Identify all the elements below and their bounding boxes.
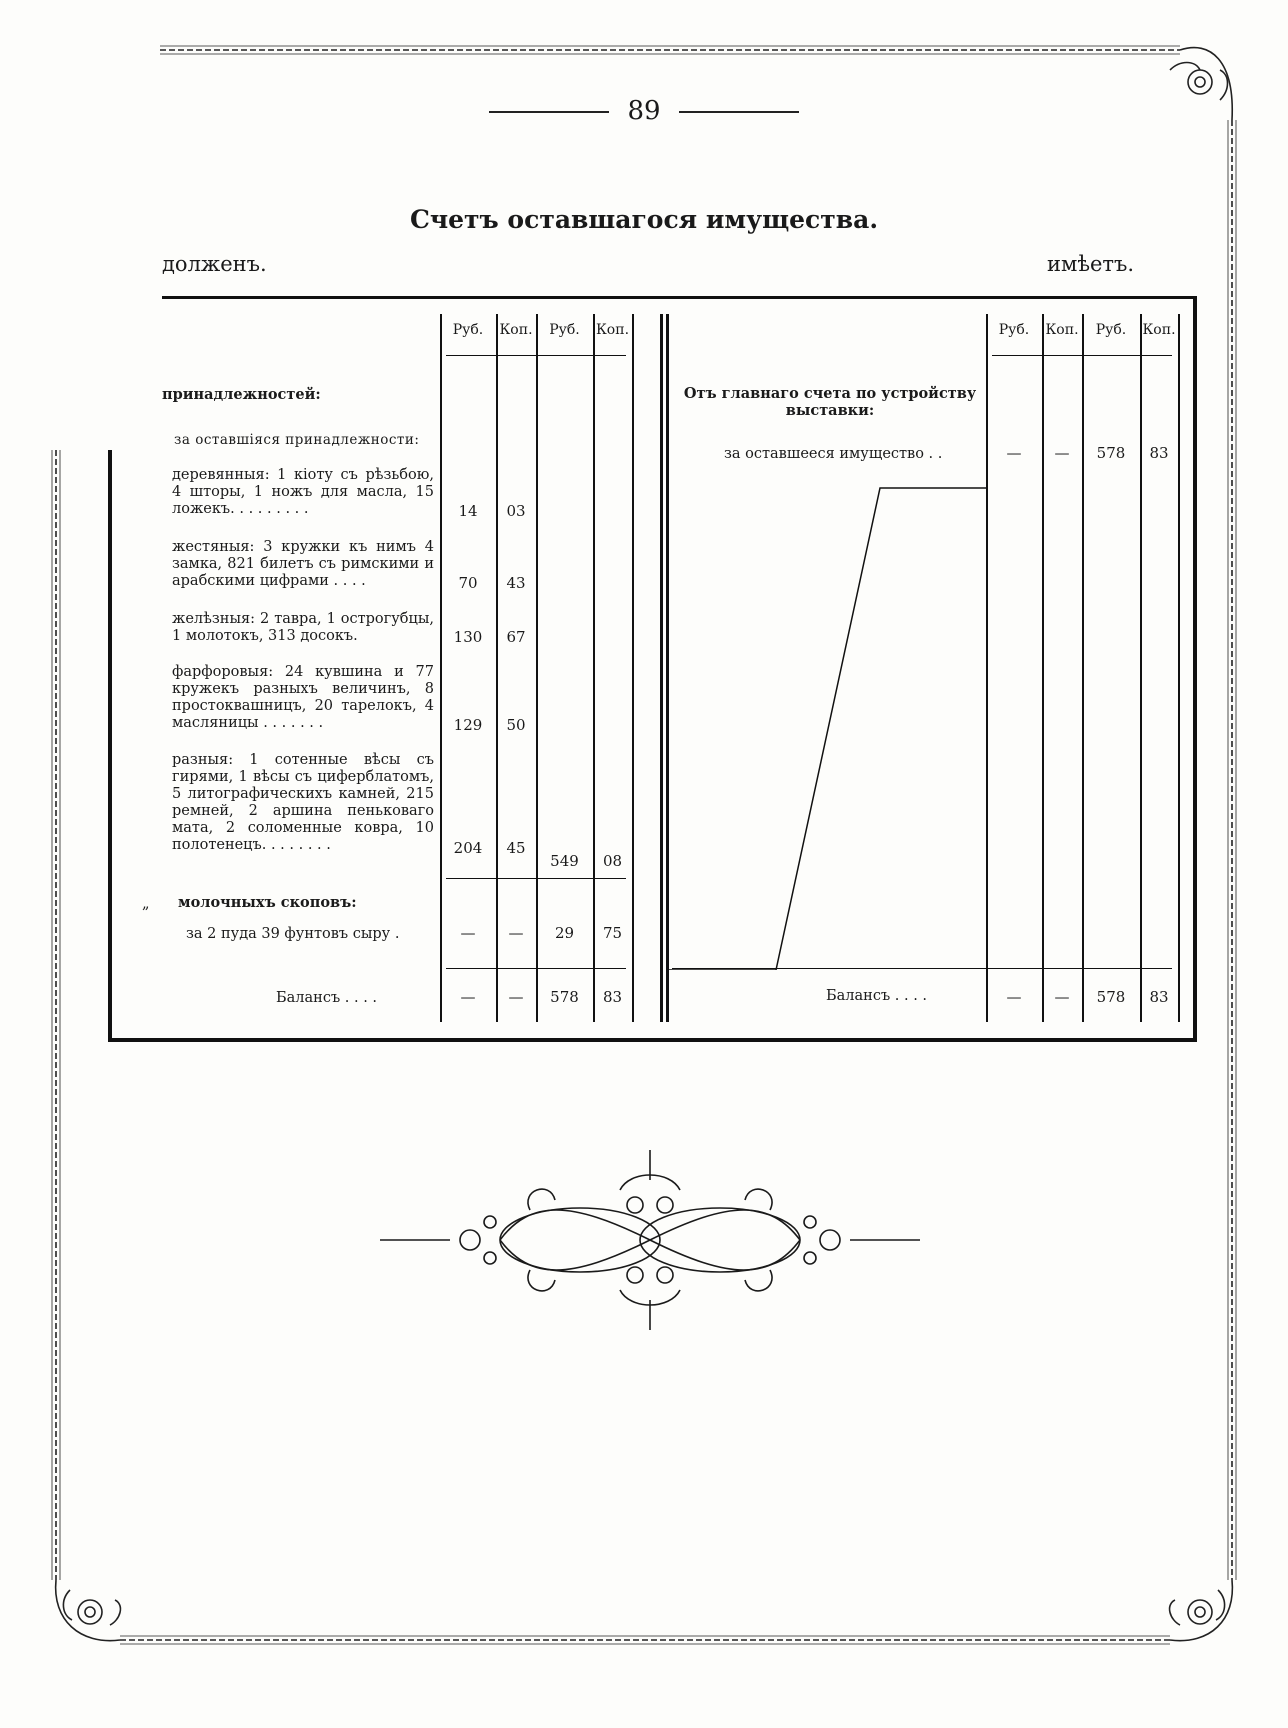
item-rub: 204 — [453, 839, 483, 857]
item-rub: 70 — [458, 574, 478, 592]
item-rub: 14 — [458, 502, 478, 520]
subtotal-kop: 08 — [602, 852, 623, 870]
balance-total-rub: 578 — [1096, 988, 1126, 1006]
item-kop: 50 — [506, 716, 526, 734]
debit-label: долженъ. — [162, 252, 267, 276]
item-total-kop: 83 — [1149, 444, 1169, 462]
balance-rub: — — [1006, 988, 1022, 1006]
subtotal-rub: 29 — [554, 924, 575, 942]
balance-kop: — — [508, 988, 524, 1006]
rule — [992, 355, 1172, 356]
section-title: молочныхъ скоповъ: — [178, 894, 357, 911]
rule — [446, 968, 626, 969]
rule — [1082, 314, 1084, 1022]
header-kop: Коп. — [1045, 322, 1079, 338]
table-bottom-border — [108, 1038, 1197, 1042]
ledger-item: жестяныя: 3 кружки къ нимъ 4 замка, 821 билетъ съ римскими и арабскими цифрами . . . . — [172, 539, 434, 589]
item-kop: 45 — [506, 839, 526, 857]
section-subtitle: за оставшіяся принадлежности: — [174, 432, 420, 448]
balance-rub: — — [460, 988, 476, 1006]
table-right-border — [1193, 296, 1197, 1042]
rule — [1042, 314, 1044, 1022]
rule — [1178, 314, 1180, 1022]
rule — [536, 314, 538, 1022]
section-title: принадлежностей: — [162, 386, 321, 403]
balance-total-rub: 578 — [550, 988, 579, 1006]
header-rub: Руб. — [549, 322, 580, 338]
rule — [632, 314, 634, 1022]
ledger-item: желѣзныя: 2 тавра, 1 острогубцы, 1 молотокъ, 313 досокъ. — [172, 611, 434, 644]
item-kop: 67 — [506, 628, 526, 646]
header-rub: Руб. — [452, 322, 484, 338]
header-kop: Коп. — [499, 322, 533, 338]
ledger-item: деревянныя: 1 кіоту съ рѣзьбою, 4 шторы, 1 ножъ для масла, 15 ложекъ. . . . . . . . . — [172, 467, 434, 517]
item-kop: — — [1054, 444, 1070, 462]
ledger-item: фарфоровыя: 24 кувшина и 77 кружекъ разныхъ величинъ, 8 простоквашницъ, 20 тарелокъ, 4 масляницы . . . . . . . — [172, 664, 434, 731]
item-total-rub: 578 — [1096, 444, 1126, 462]
ornament-right — [679, 111, 799, 113]
balance-label: Балансъ . . . . — [276, 990, 378, 1006]
ledger-item: разныя: 1 сотенные вѣсы съ гирями, 1 вѣсы съ циферблатомъ, 5 литографическихъ камней, 215 ремней, 2 аршина пеньковаго мата, 2 соломенные ковра, 10 полотенецъ. . . . . . . . — [172, 752, 434, 853]
subtotal-kop: 75 — [602, 924, 623, 942]
ornament-left — [489, 111, 609, 113]
credit-label: имѣетъ. — [1047, 252, 1135, 276]
subtotal-rub: 549 — [550, 852, 579, 870]
ditto-mark: „ — [142, 896, 150, 912]
item-rub: — — [460, 924, 476, 942]
rule — [1140, 314, 1142, 1022]
item-rub: 129 — [453, 716, 483, 734]
rule — [446, 355, 626, 356]
header-rub: Руб. — [998, 322, 1030, 338]
balance-label: Балансъ . . . . — [826, 988, 928, 1004]
header-kop: Коп. — [595, 322, 630, 338]
rule — [446, 878, 626, 879]
page-number: 89 — [627, 96, 661, 126]
section-title: Отъ главнаго счета по устройству выставки: — [683, 385, 977, 419]
page-number-row — [0, 96, 1288, 126]
balance-kop: — — [1054, 988, 1070, 1006]
corner-ornament-bottom-right — [1170, 1580, 1233, 1641]
rule — [440, 314, 442, 1022]
page-title: Счетъ оставшагося имущества. — [409, 205, 879, 234]
rule — [660, 314, 663, 1022]
rule — [593, 314, 595, 1022]
item-rub: 130 — [453, 628, 483, 646]
table-left-border — [108, 450, 112, 1042]
item-kop: 03 — [506, 502, 526, 520]
ledger-item: за оставшееся имущество . . — [724, 446, 943, 462]
header-kop: Коп. — [1142, 322, 1176, 338]
fill-stroke — [668, 480, 988, 970]
rule — [496, 314, 498, 1022]
item-rub: — — [1006, 444, 1022, 462]
balance-total-kop: 83 — [1149, 988, 1169, 1006]
ledger-item: за 2 пуда 39 фунтовъ сыру . — [186, 926, 400, 942]
item-kop: — — [508, 924, 524, 942]
item-kop: 43 — [506, 574, 526, 592]
corner-ornament-bottom-left — [56, 1580, 121, 1641]
table-top-border — [162, 296, 1196, 299]
balance-total-kop: 83 — [602, 988, 623, 1006]
header-rub: Руб. — [1095, 322, 1127, 338]
flourish-ornament — [380, 1150, 920, 1330]
